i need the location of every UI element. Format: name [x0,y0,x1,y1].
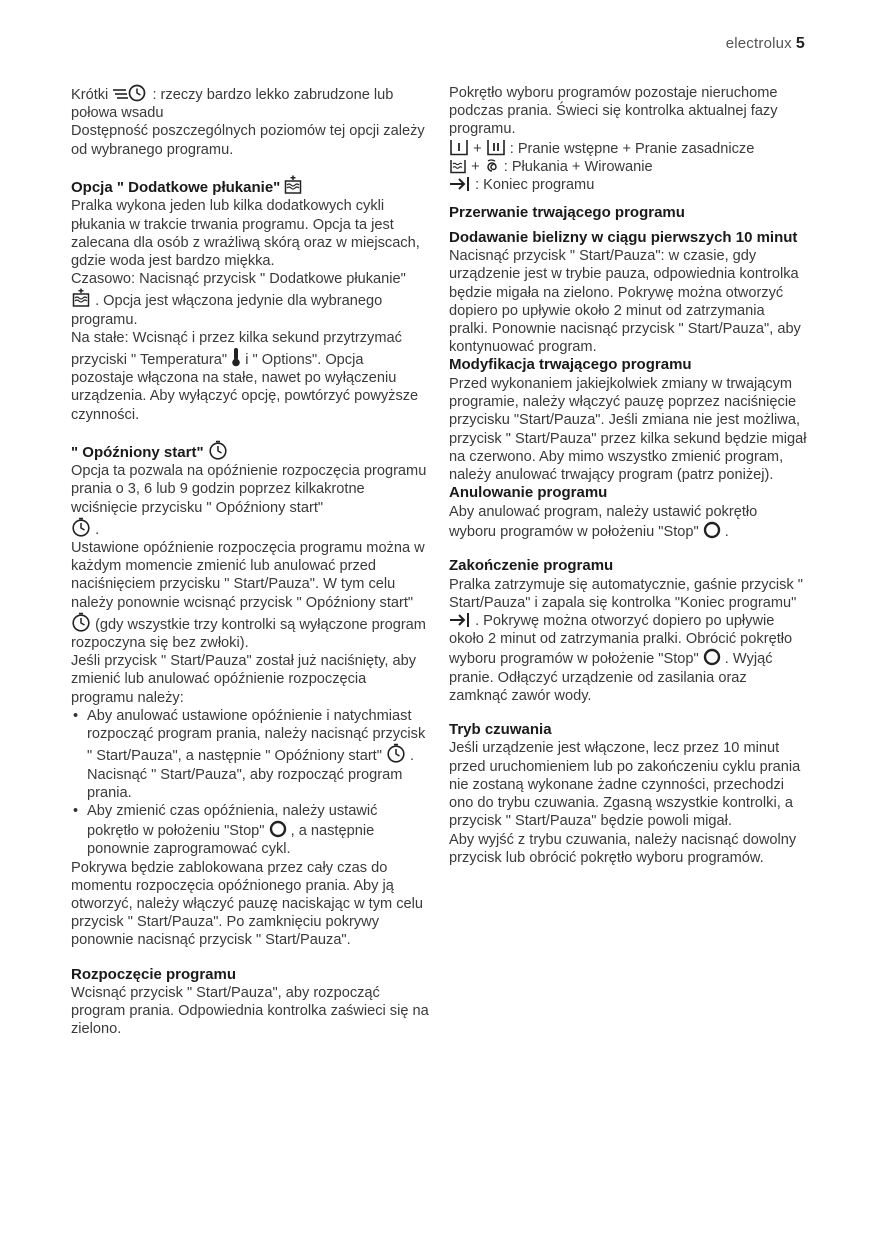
spin-icon [484,158,500,174]
list-item: • Aby anulować ustawione opóźnienie i natychmiast rozpocząć program prania, należy nacisnąć przycisk " Start/Pauza", a następnie " Opóźniony start" . Nacisnąć " Start/Pauza", aby rozpocząć program prania. [71,707,429,802]
phase-line-1: + : Pranie wstępne + Pranie zasadnicze [449,139,807,158]
phase-line-2: + : Płukania + Wirowanie [449,158,807,176]
cancel-heading: Anulowanie programu [449,484,608,502]
delay-clock-icon [208,440,228,460]
rinse-paragraph-2: Czasowo: Nacisnąć przycisk " Dodatkowe płukanie" . Opcja jest włączona jedynie dla wybranego programu. [71,271,406,328]
extra-rinse-icon [71,288,91,308]
right-column [449,84,807,867]
cancel-paragraph: Aby anulować program, należy ustawić pokrętło wyboru programów w położeniu "Stop" . [449,503,758,540]
page-header [726,35,805,53]
add-laundry-paragraph: Nacisnąć przycisk " Start/Pauza": w czasie, gdy urządzenie jest w trybie pauza, odpowiednia kontrolka będzie migała na zielono. Pokrywę można otworzyć dopiero po upływie około 2 minut od zatrzymania pralki. Ponownie nacisnąć przycisk " Start/Pauza", aby kontynuować program. [449,248,801,356]
rinse-paragraph-3: Na stałe: Wcisnąć i przez kilka sekund przytrzymać przyciski " Temperatura" i " Options". Opcja pozostaje włączona na stałe, nawet po wyłączeniu urządzenia. Aby wyłączyć opcję, powtórzyć powyższe czynności. [71,329,419,423]
phase-line-3: : Koniec programu [449,176,807,194]
quick-wash-icon [112,84,148,102]
page-number: 5 [795,35,805,52]
main-wash-icon [486,139,506,156]
list-item: • Aby zmienić czas opóźnienia, należy ustawić pokrętło w położeniu "Stop" , a następnie ponownie zaprogramować cykl. [71,802,429,859]
availability-paragraph: Dostępność poszczególnych poziomów tej opcji zależy od wybranego programu. [71,123,425,158]
left-column [71,84,429,1039]
modify-paragraph: Przed wykonaniem jakiejkolwiek zmiany w trwającym programie, należy włączyć pauzę poprzez naciśnięcie przycisku "Start/Pauza". Jeśli zmiana nie jest możliwa, przycisk " Start/Pauza" przez kilka sekund będzie migał na czerwono. Aby mimo wszystko zmienić program, należy anulować trwający program (patrz poniżej). [449,375,807,483]
delay-paragraph-3: Jeśli przycisk " Start/Pauza" został już naciśnięty, aby zmienić lub anulować opóźnienie rozpoczęcia programu należy: [71,653,417,706]
standby-heading: Tryb czuwania [449,720,552,738]
thermometer-icon [231,347,241,367]
interrupt-heading: Przerwanie trwającego programu [449,204,685,222]
rinse-option-heading: Opcja " Dodatkowe płukanie" [71,175,429,198]
end-program-paragraph: Pralka zatrzymuje się automatycznie, gaśnie przycisk " Start/Pauza" i zapala się kontrolka "Koniec programu" . Pokrywę można otworzyć dopiero po upływie około 2 minut od zatrzymania pralki. Obrócić pokrętło wyboru programów w położenie "Stop" . Wyjąć pranie. Odłączyć urządzenie od zasilania oraz zamknąć zawór wody. [449,576,803,704]
delay-clock-icon [71,517,91,537]
standby-paragraph-1: Jeśli urządzenie jest włączone, lecz przez 10 minut przed uruchomieniem lub po zakończeniu cyklu prania nie zostaną wykonane żadne czynności, przechodzi ono do trybu czuwania. Zgasną wszystkie kontrolki, a przycisk " Start/Pauza" będzie powoli migał. [449,740,801,830]
modify-heading: Modyfikacja trwającego programu [449,356,692,374]
delay-start-heading: " Opóźniony start" [71,440,429,463]
rinse-paragraph-1: Pralka wykona jeden lub kilka dodatkowych cykli płukania w trakcie trwania programu. Opcja ta jest zalecana dla osób z wrażliwą skórą oraz w miejscach, gdzie woda jest bardzo miękka. [71,198,420,269]
knob-paragraph: Pokrętło wyboru programów pozostaje nieruchome podczas prania. Świeci się kontrolka aktualnej fazy programu. [449,85,778,138]
brand-name: electrolux [725,35,792,52]
start-program-heading: Rozpoczęcie programu [71,965,237,983]
standby-paragraph-2: Aby wyjść z trybu czuwania, należy nacisnąć dowolny przycisk lub obrócić pokrętło wyboru programów. [449,831,797,866]
delay-paragraph-4: Pokrywa będzie zablokowana przez cały czas do momentu rozpoczęcia opóźnionego prania. Aby ją otworzyć, należy włączyć pauzę naciskając w tym celu przycisk " Start/Pauza". Po zamknięciu pokrywy ponownie nacisnąć przycisk " Start/Pauza". [71,859,424,949]
delay-paragraph-1: Opcja ta pozwala na opóźnienie rozpoczęcia programu prania o 3, 6 lub 9 godzin poprzez kilkakrotne wciśnięcie przycisku " Opóźniony start" . [71,463,427,538]
end-arrow-icon [449,176,471,192]
start-program-paragraph: Wcisnąć przycisk " Start/Pauza", aby rozpocząć program prania. Odpowiednia kontrolka zaświeci się na zielono. [71,985,429,1038]
add-laundry-heading: Dodawanie bielizny w ciągu pierwszych 10 minut [449,228,798,246]
delay-clock-icon [71,612,91,632]
krotki-paragraph: Krótki : rzeczy bardzo lekko zabrudzone lub połowa wsadu [71,84,429,122]
rinse-icon [449,158,467,174]
end-program-heading: Zakończenie programu [449,557,614,575]
delay-clock-icon [386,743,406,763]
extra-rinse-icon [284,175,302,195]
prewash-icon [449,139,469,156]
stop-circle-icon [703,521,721,539]
stop-circle-icon [269,820,287,838]
stop-circle-icon [703,648,721,666]
end-arrow-icon [449,612,471,628]
delay-bullet-list [71,707,429,859]
delay-paragraph-2: Ustawione opóźnienie rozpoczęcia programu można w każdym momencie zmienić lub anulować przed naciśnięciem przycisku " Start/Pauza". W tym celu należy ponownie wcisnąć przycisk " Opóźniony start" (gdy wszystkie trzy kontrolki są wyłączone program rozpoczyna się bez zwłoki). [71,540,426,652]
